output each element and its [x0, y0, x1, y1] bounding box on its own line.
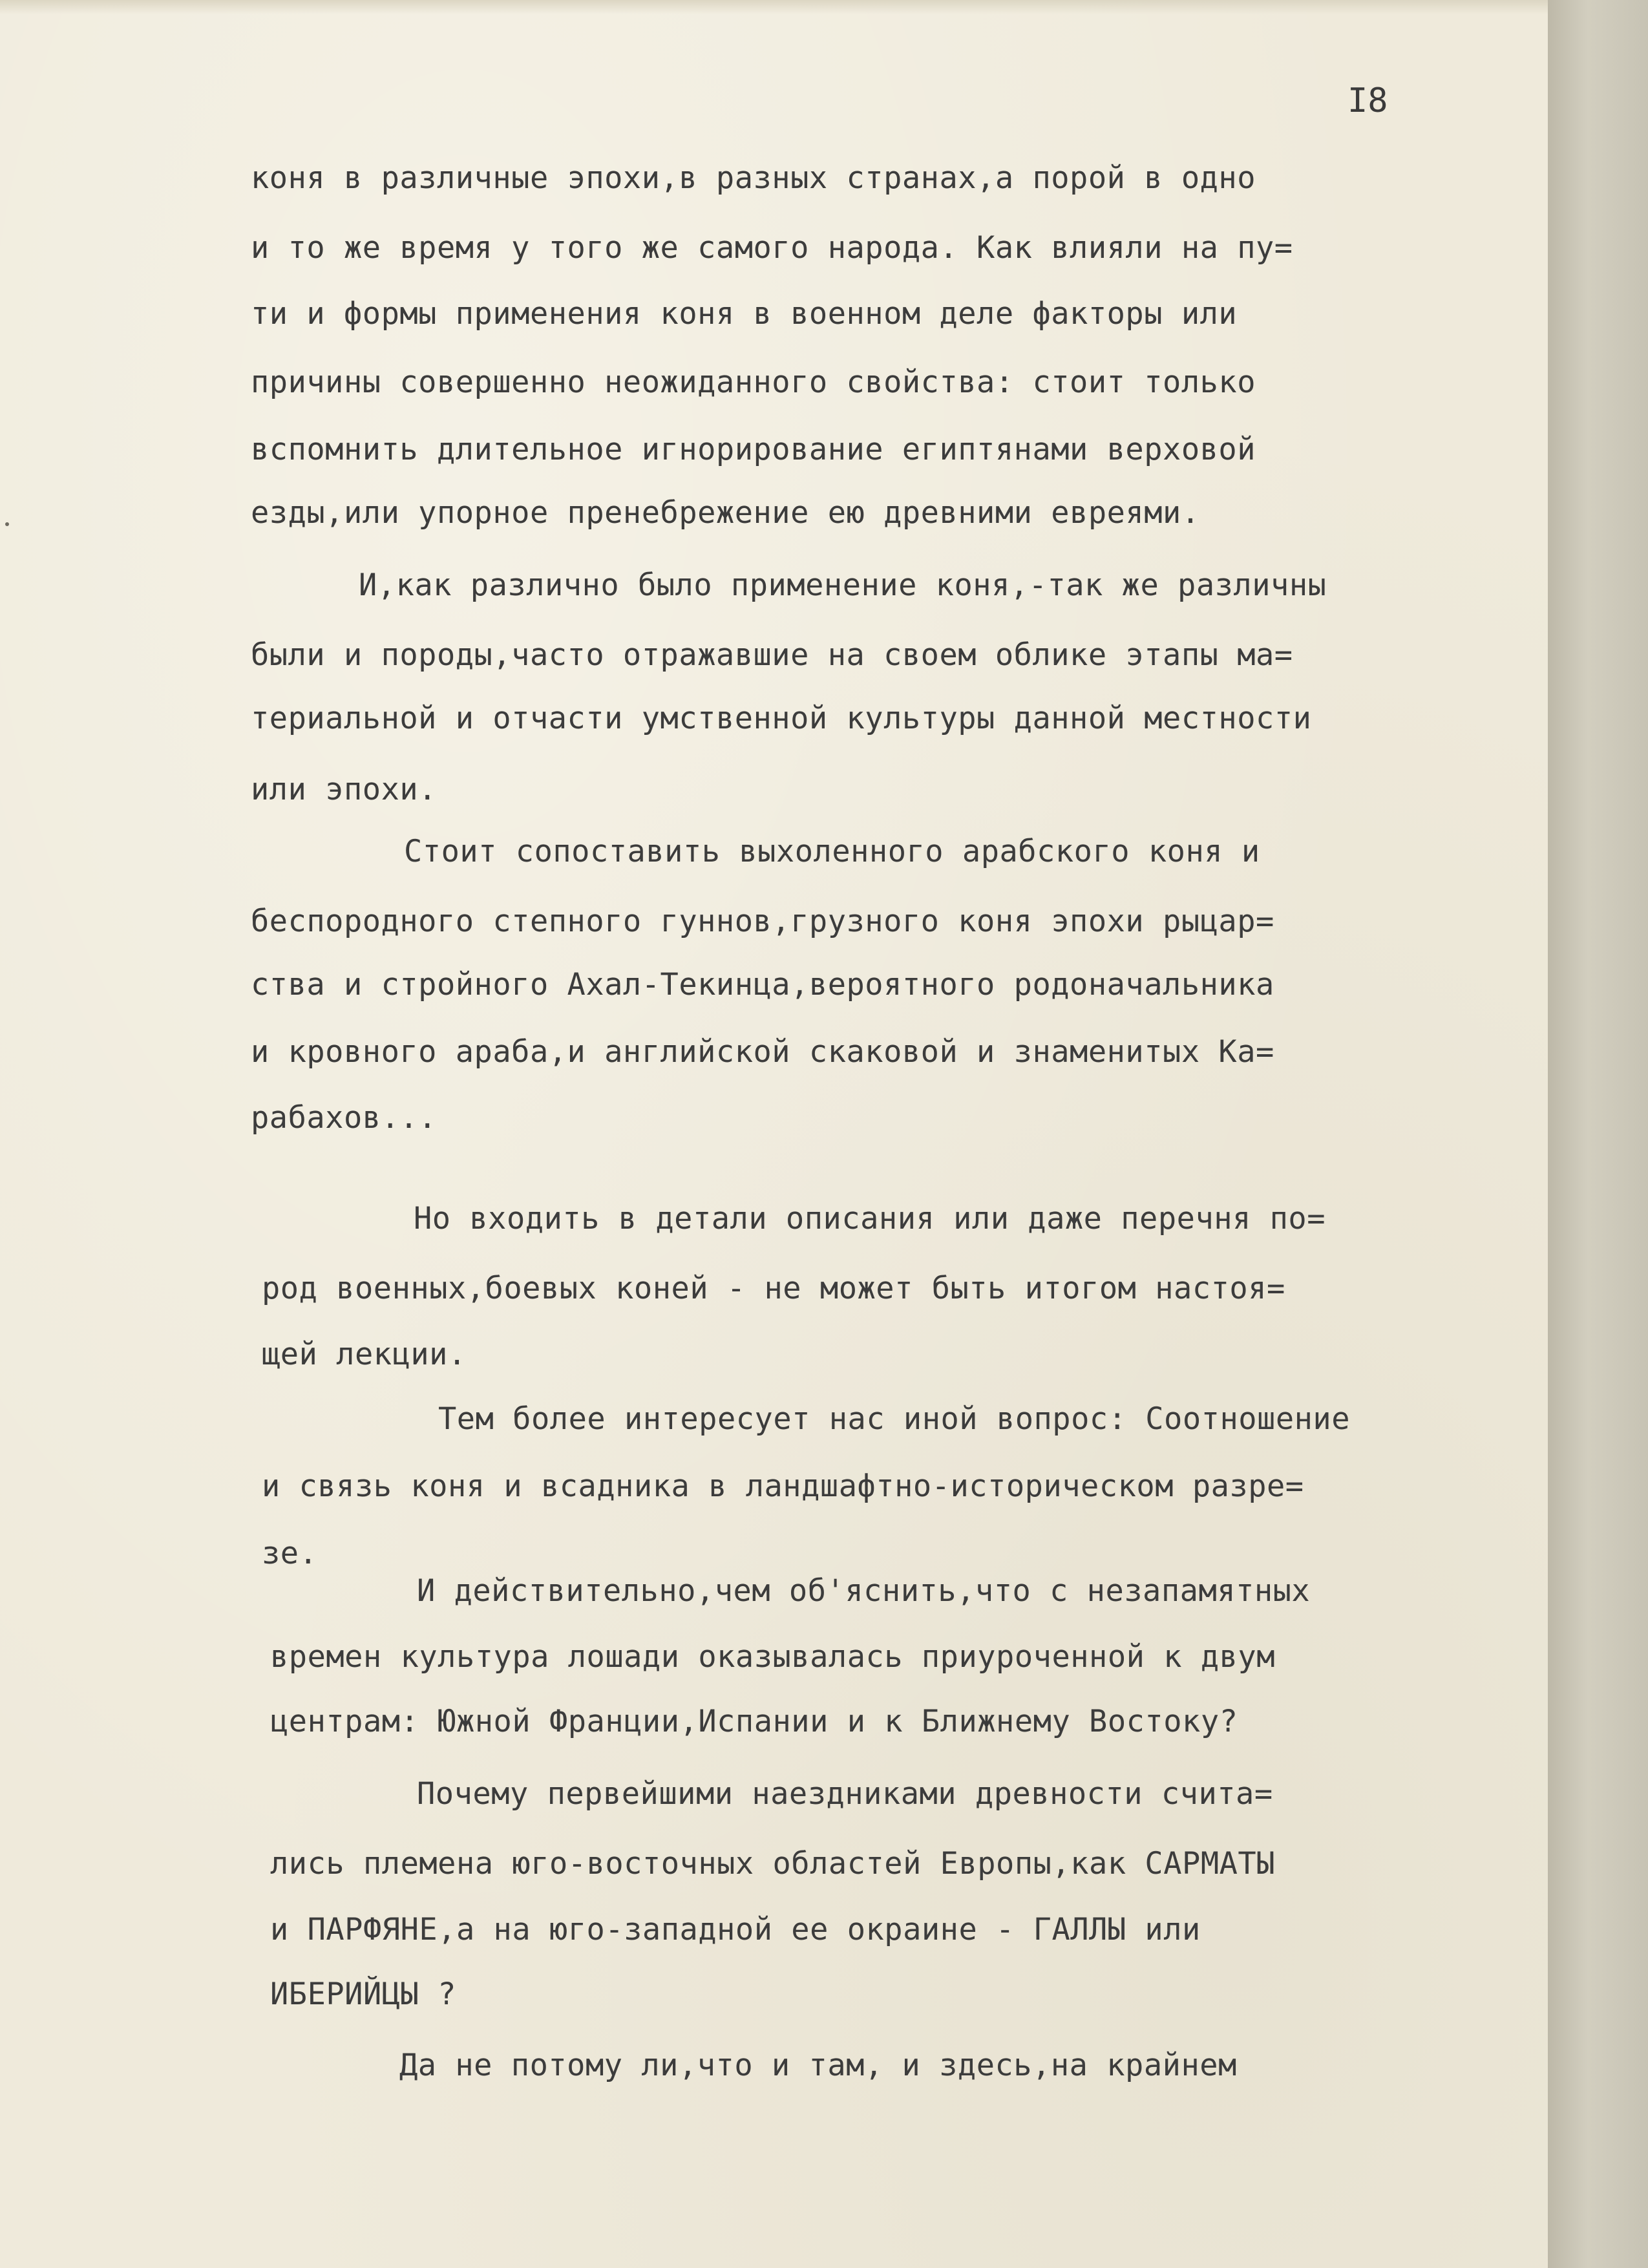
text-line-15: рабахов... — [251, 1100, 437, 1136]
text-line-28: ИБЕРИЙЦЫ ? — [270, 1977, 456, 2012]
page-top-edge — [0, 0, 1548, 14]
text-line-16: Но входить в детали описания или даже перечня по= — [414, 1201, 1326, 1236]
text-line-6: езды,или упорное пренебрежение ею древними евреями. — [251, 495, 1200, 531]
text-line-24: центрам: Южной Франции,Испании и к Ближнему Востоку? — [270, 1704, 1238, 1739]
text-line-19: Тем более интересует нас иной вопрос: Соотношение — [438, 1401, 1351, 1437]
text-line-11: Стоит сопоставить выхоленного арабского коня и — [404, 834, 1260, 869]
text-line-13: ства и стройного Ахал-Текинца,вероятного родоначальника — [251, 967, 1274, 1002]
text-line-8: были и породы,часто отражавшие на своем облике этапы ма= — [251, 637, 1293, 673]
text-line-2: и то же время у того же самого народа. Как влияли на пу= — [251, 230, 1293, 266]
text-line-7: И,как различно было применение коня,-так же различны — [359, 567, 1327, 603]
text-line-18: щей лекции. — [262, 1337, 467, 1372]
text-line-21: зе. — [262, 1536, 318, 1571]
text-line-9: териальной и отчасти умственной культуры данной местности — [251, 701, 1312, 736]
margin-mark — [5, 522, 9, 526]
page-number: I8 — [1347, 81, 1388, 120]
text-line-4: причины совершенно неожиданного свойства: стоит только — [251, 365, 1256, 400]
text-line-20: и связь коня и всадника в ландшафтно-историческом разре= — [262, 1468, 1304, 1504]
text-line-23: времен культура лошади оказывалась приуроченной к двум — [270, 1639, 1276, 1675]
text-line-3: ти и формы применения коня в военном деле факторы или — [251, 296, 1238, 332]
text-line-27: и ПАРФЯНЕ,а на юго-западной ее окраине - ГАЛЛЫ или — [270, 1912, 1201, 1947]
text-line-10: или эпохи. — [251, 772, 437, 807]
text-line-17: род военных,боевых коней - не может быть итогом настоя= — [262, 1271, 1285, 1306]
text-line-5: вспомнить длительное игнорирование египтянами верховой — [251, 432, 1256, 467]
text-line-22: И действительно,чем об'яснить,что с незапамятных — [417, 1573, 1311, 1609]
text-line-26: лись племена юго-восточных областей Европы,как САРМАТЫ — [270, 1846, 1276, 1881]
text-line-12: беспородного степного гуннов,грузного коня эпохи рыцар= — [251, 904, 1274, 939]
text-line-14: и кровного араба,и английской скаковой и знаменитых Ка= — [251, 1034, 1274, 1070]
text-line-29: Да не потому ли,что и там, и здесь,на крайнем — [399, 2048, 1237, 2083]
text-line-25: Почему первейшими наездниками древности счита= — [417, 1776, 1273, 1812]
scan-background-strip — [1548, 0, 1648, 2268]
text-line-1: коня в различные эпохи,в разных странах,а порой в одно — [251, 160, 1256, 196]
